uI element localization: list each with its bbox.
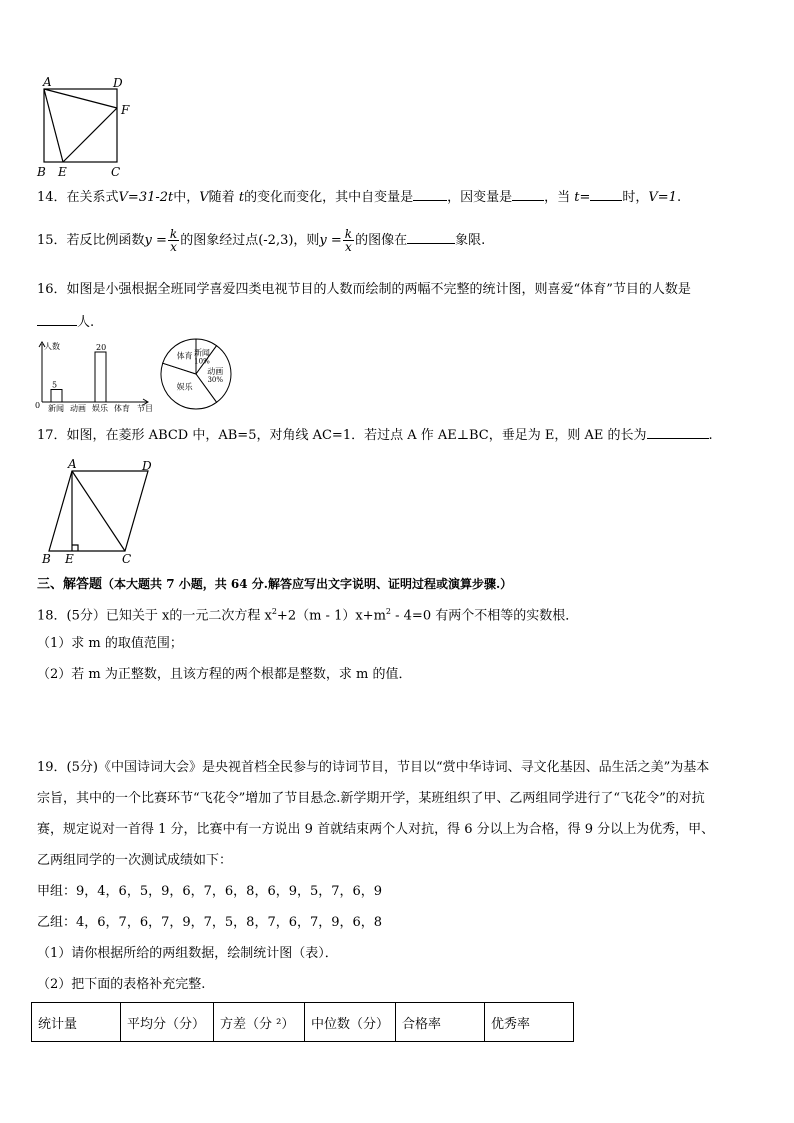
header-cell-statistic: 统计量	[32, 1003, 121, 1042]
bar-category-label-3: 体育	[114, 404, 130, 412]
bar-ylabel: 人数	[44, 342, 60, 351]
answer-blank-sports[interactable]	[37, 313, 77, 326]
group-a-scores: 甲组：9，4，6，5，9，6，7，6，8，6，9，5，7，6，9	[37, 884, 383, 899]
bar-value-label-0: 5	[52, 380, 58, 390]
question-19-line4: 乙两组同学的一次测试成绩如下：	[37, 853, 233, 868]
question-18-part2: （2）若 m 为正整数，且该方程的两个根都是整数，求 m 的值．	[37, 667, 412, 682]
bar-category-label-1: 动画	[70, 404, 86, 412]
label-A: A	[43, 75, 52, 89]
pie-slice-label-0: 新闻	[193, 348, 210, 358]
rhombus-label-A: A	[68, 457, 77, 471]
answer-blank-independent[interactable]	[413, 188, 447, 201]
header-cell-median: 中位数（分）	[305, 1003, 396, 1042]
header-cell-mean: 平均分（分）	[121, 1003, 214, 1042]
answer-blank-t[interactable]	[590, 188, 622, 201]
statistics-table	[31, 1002, 574, 1042]
pie-chart	[154, 336, 240, 414]
question-14: 14．在关系式V=31-2t中，V随着 t的变化而变化，其中自变量是 ，因变量是 ，当 t= 时，V=1.	[37, 190, 682, 205]
question-18-part1: （1）求 m 的取值范围；	[37, 636, 183, 651]
bar-category-label-2: 娱乐	[92, 404, 108, 412]
rhombus-label-E: E	[65, 552, 74, 566]
question-19-part2: （2）把下面的表格补充完整.	[37, 977, 206, 992]
question-19-line3: 赛，规定说对一首得 1 分，比赛中有一方说出 9 首就结束两个人对抗，得 6 分以上为合格，得 9 分以上为优秀，甲、	[37, 822, 715, 837]
fraction-k-over-x-2: $\frac{k}{x}$	[344, 227, 353, 254]
bar-xlabel: 节目	[137, 404, 153, 412]
pie-slice-label-3: 体育	[176, 351, 193, 361]
group-b-scores: 乙组：4，6，7，6，7，9，7，5，8，7，6，7，9，6，8	[37, 915, 383, 930]
label-F: F	[121, 103, 130, 117]
rhombus-figure	[38, 457, 158, 567]
question-18: 18．(5分）已知关于 x的一元二次方程 $x^2+2(m - 1)x+m^2 - 4=0$ 有两个不相等的实数根．	[37, 607, 579, 624]
question-17: 17．如图，在菱形 ABCD 中，AB=5，对角线 AC=1．若过点 A 作 AE⊥BC，垂足为 E，则 AE 的长为 .	[37, 428, 713, 443]
pie-slice-label-2: 娱乐	[176, 382, 193, 392]
question-15: 15．若反比例函数y = $\frac{k}{x}$ 的图象经过点(-2,3)，则y = $\frac{k}{x}$ 的图像在 象限.	[37, 227, 486, 254]
bar-category-label-0: 新闻	[48, 404, 64, 412]
square-figure	[34, 75, 134, 180]
rhombus-label-D: D	[142, 459, 152, 473]
question-16-line1: 16．如图是小强根据全班同学喜爱四类电视节目的人数而绘制的两幅不完整的统计图，则喜爱“体育”节目的人数是	[37, 282, 691, 297]
pie-slice-label-1: 动画	[207, 367, 224, 376]
label-D: D	[113, 76, 123, 90]
question-19-line1: 19．(5分)《中国诗词大会》是央视首档全民参与的诗词节目，节目以“赏中华诗词、寻文化基因、品生活之美”为基本	[37, 760, 710, 775]
bar-value-label-2: 20	[96, 343, 107, 352]
header-cell-variance: 方差（分 ²）	[214, 1003, 305, 1042]
question-19-line2: 宗旨，其中的一个比赛环节“飞花令”增加了节目悬念.新学期开学，某班组织了甲、乙两组同学进行了“飞花令”的对抗	[37, 791, 705, 806]
rhombus-label-B: B	[42, 552, 51, 566]
fraction-k-over-x: $\frac{k}{x}$	[169, 227, 178, 254]
label-C: C	[111, 165, 121, 179]
table-header-row	[32, 1003, 574, 1042]
answer-blank-AE[interactable]	[647, 426, 709, 439]
header-cell-excellent-rate: 优秀率	[485, 1003, 574, 1042]
bar-chart	[30, 338, 160, 412]
question-16-line2: 人.	[37, 313, 94, 331]
bar-origin-label: 0	[35, 401, 41, 410]
bar-0	[51, 390, 62, 403]
answer-blank-dependent[interactable]	[512, 188, 544, 201]
pie-slice-percent-0: 10%	[194, 357, 210, 366]
answer-blank-quadrant[interactable]	[407, 231, 455, 244]
header-cell-pass-rate: 合格率	[396, 1003, 485, 1042]
label-B: B	[37, 165, 46, 179]
section-3-header: 三、解答题（本大题共 7 小题，共 64 分.解答应写出文字说明、证明过程或演算步骤.）	[37, 577, 513, 592]
label-E: E	[58, 165, 67, 179]
question-19-part1: （1）请你根据所给的两组数据，绘制统计图（表）．	[37, 946, 338, 961]
rhombus-label-C: C	[122, 552, 132, 566]
bar-2	[95, 352, 106, 402]
pie-slice-percent-1: 30%	[207, 376, 224, 384]
